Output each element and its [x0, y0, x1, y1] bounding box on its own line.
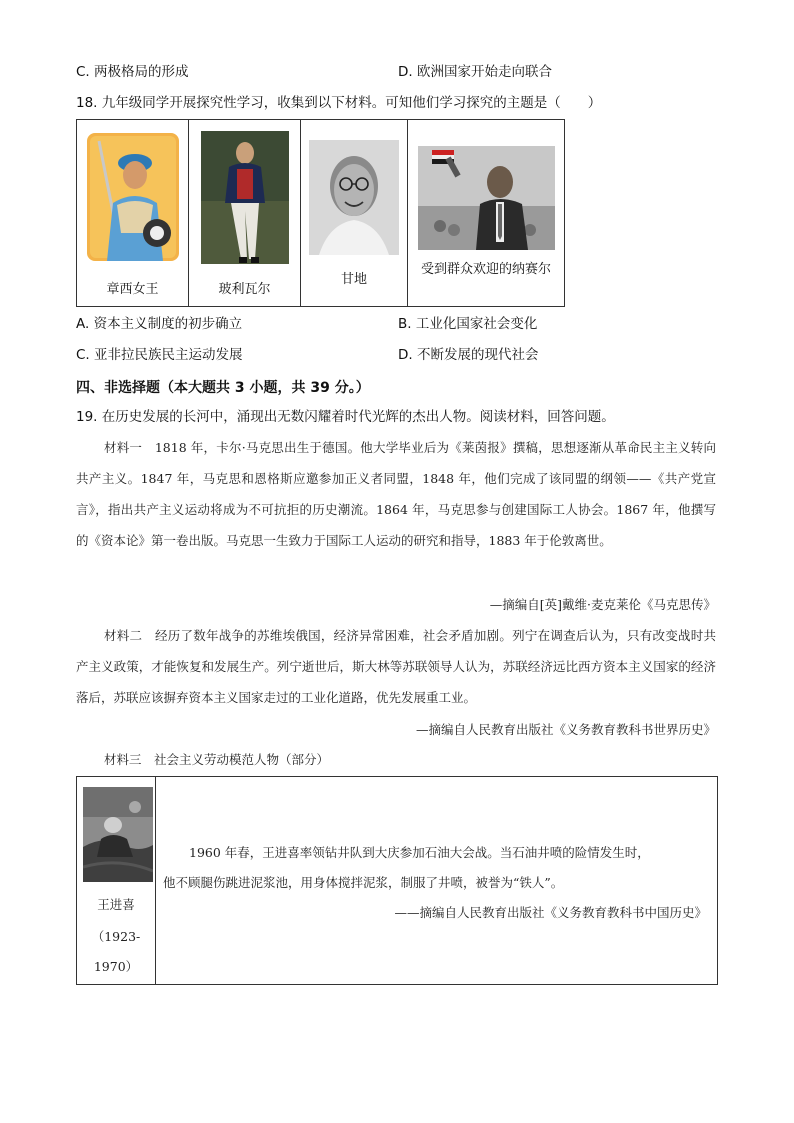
person-years-1: （1923- — [91, 929, 141, 944]
q18-stem: 18. 九年级同学开展探究性学习，收集到以下材料。可知他们学习探究的主题是（ ） — [76, 95, 602, 111]
q18-option-b: B. 工业化国家社会变化 — [398, 316, 538, 332]
portrait-bolivar — [201, 131, 289, 264]
section-title: 四、非选择题（本大题共 3 小题，共 39 分。） — [76, 380, 370, 396]
photo-nasser — [418, 146, 555, 250]
material-2-source: —摘编自人民教育出版社《义务教育教科书世界历史》 — [415, 722, 716, 737]
q19-stem: 19. 在历史发展的长河中，涌现出无数闪耀着时代光辉的杰出人物。阅读材料，回答问题。 — [76, 409, 615, 425]
cell-nasser — [408, 120, 564, 306]
q17-option-c: C. 两极格局的形成 — [76, 64, 189, 80]
material-2: 材料二 经历了数年战争的苏维埃俄国，经济异常困难，社会矛盾加剧。列宁在调查后认为，只有改变战时共产主义政策，才能恢复和发展生产。列宁逝世后，斯大林等苏联领导人认为，苏联经济远比西方资本主义国家的经济落后，苏联应该摒弃资本主义国家走过的工业化道路，优先发展重工业。 — [76, 628, 716, 705]
material-1-source: —摘编自[英]戴维·麦克莱伦《马克思传》 — [489, 597, 716, 612]
caption-2: 玻利瓦尔 — [218, 282, 271, 297]
caption-1: 章西女王 — [106, 282, 159, 297]
person-years-2: 1970） — [93, 959, 139, 974]
portrait-rani-lakshmibai — [87, 133, 179, 261]
person-cell — [77, 777, 156, 984]
material-3-title: 材料三 社会主义劳动模范人物（部分） — [104, 752, 330, 767]
material-3-table — [76, 776, 718, 985]
material-3-line-1: 1960 年春，王进喜率领钻井队到大庆参加石油大会战。当石油井喷的险情发生时， — [189, 845, 650, 860]
material-3-line-2: 他不顾腿伤跳进泥浆池，用身体搅拌泥浆，制服了井喷，被誉为“铁人”。 — [163, 875, 564, 890]
caption-3: 甘地 — [340, 272, 367, 287]
cell-bolivar — [189, 120, 301, 306]
caption-4: 受到群众欢迎的纳赛尔 — [420, 262, 551, 277]
q18-option-d: D. 不断发展的现代社会 — [398, 347, 539, 363]
cell-rani-lakshmibai — [77, 120, 189, 306]
material-3-source: ——摘编自人民教育出版社《义务教育教科书中国历史》 — [394, 905, 707, 920]
photo-wang-jinxi — [83, 787, 153, 882]
portrait-gandhi — [309, 140, 399, 255]
material-1: 材料一 1818 年，卡尔·马克思出生于德国。他大学毕业后为《莱茵报》撰稿，思想逐渐从革命民主主义转向共产主义。1847 年，马克思和恩格斯应邀参加正义者同盟，1848 年，他们完成了该同盟的纲领——《共产党宣言》，指出共产主义运动将成为不可抗拒的历史潮流。1864 年，马克思参与创建国际工人协会。1867 年，他撰写的《资本论》第一卷出版。马克思一生致力于国际工人运动的研究和指导，1883 年于伦敦离世。 — [76, 440, 716, 548]
cell-gandhi — [301, 120, 408, 306]
q17-option-d: D. 欧洲国家开始走向联合 — [398, 64, 552, 80]
q18-option-a: A. 资本主义制度的初步确立 — [76, 316, 243, 332]
person-name: 王进喜 — [97, 897, 135, 912]
q18-image-table — [76, 119, 565, 307]
q18-option-c: C. 亚非拉民族民主运动发展 — [76, 347, 243, 363]
